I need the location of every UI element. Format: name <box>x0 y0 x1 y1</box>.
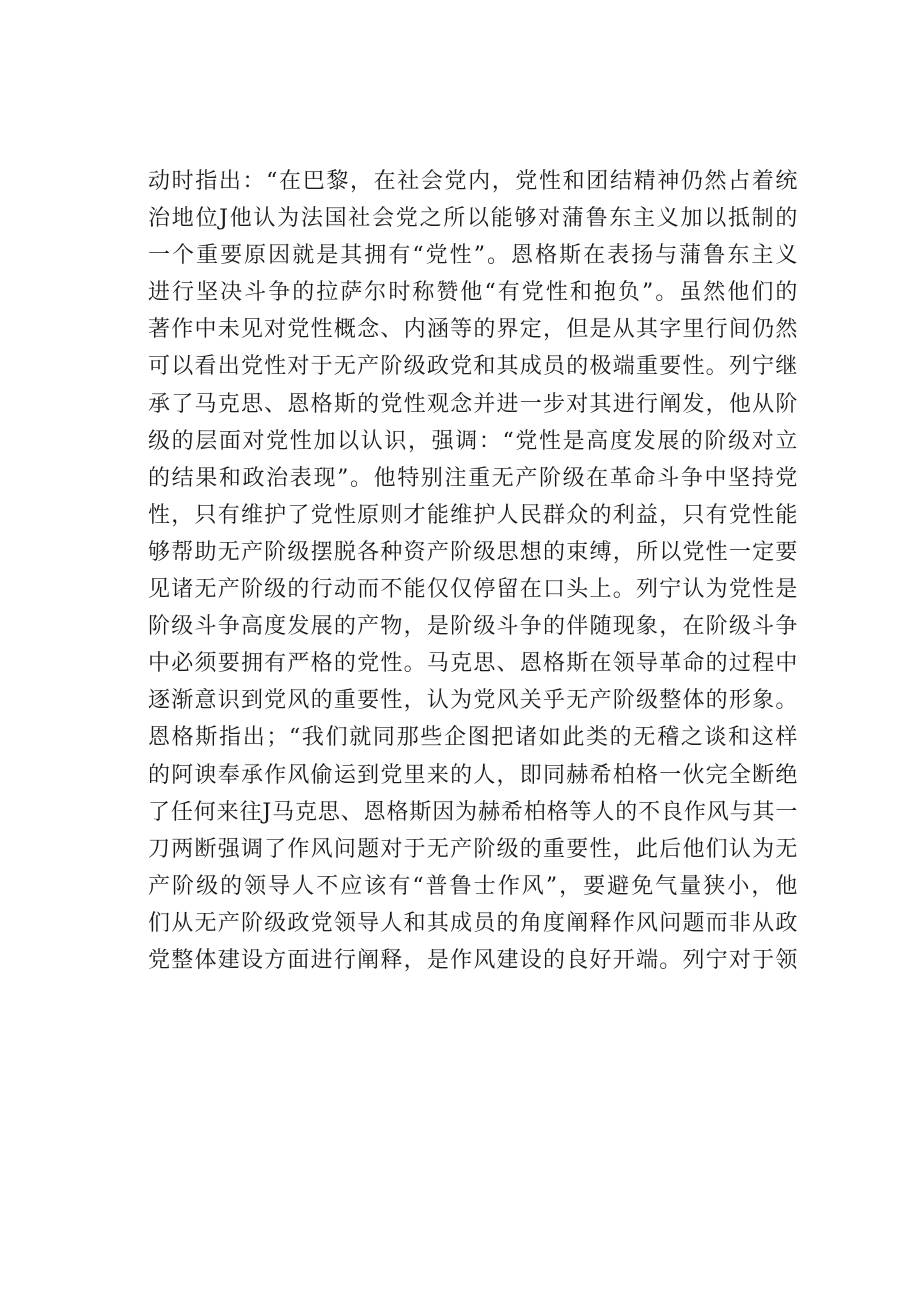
text-line: 党整体建设方面进行阐释，是作风建设的良好开端。列宁对于领 <box>148 947 798 973</box>
text-line: 承了马克思、恩格斯的党性观念并进一步对其进行阐发，他从阶 <box>148 391 798 417</box>
text-line: 的结果和政治表现”。他特别注重无产阶级在革命斗争中坚持党 <box>148 465 798 491</box>
text-line: 逐渐意识到党风的重要性，认为党风关乎无产阶级整体的形象。 <box>148 688 798 714</box>
text-line: 级的层面对党性加以认识，强调：“党性是高度发展的阶级对立 <box>148 428 798 454</box>
text-line: 治地位J他认为法国社会党之所以能够对蒲鲁东主义加以抵制的 <box>148 206 798 232</box>
body-paragraph <box>148 160 798 976</box>
text-line: 阶级斗争高度发展的产物，是阶级斗争的伴随现象，在阶级斗争 <box>148 614 798 640</box>
text-line: 的阿谀奉承作风偷运到党里来的人，即同赫希柏格一伙完全断绝 <box>148 762 798 788</box>
text-line: 著作中未见对党性概念、内涵等的界定，但是从其字里行间仍然 <box>148 317 798 343</box>
text-line: 们从无产阶级政党领导人和其成员的角度阐释作风问题而非从政 <box>148 910 798 936</box>
text-line: 了任何来往J马克思、恩格斯因为赫希柏格等人的不良作风与其一 <box>148 799 798 825</box>
text-line: 可以看出党性对于无产阶级政党和其成员的极端重要性。列宁继 <box>148 354 798 380</box>
text-line: 产阶级的领导人不应该有“普鲁士作风”，要避免气量狭小，他 <box>148 873 798 899</box>
text-line: 动时指出：“在巴黎，在社会党内，党性和团结精神仍然占着统 <box>148 169 798 194</box>
text-line: 刀两断强调了作风问题对于无产阶级的重要性，此后他们认为无 <box>148 836 798 862</box>
text-line: 进行坚决斗争的拉萨尔时称赞他“有党性和抱负”。虽然他们的 <box>148 280 798 306</box>
text-line: 一个重要原因就是其拥有“党性”。恩格斯在表扬与蒲鲁东主义 <box>148 243 798 269</box>
text-line: 够帮助无产阶级摆脱各种资产阶级思想的束缚，所以党性一定要 <box>148 539 798 565</box>
text-line: 见诸无产阶级的行动而不能仅仅停留在口头上。列宁认为党性是 <box>148 577 798 603</box>
text-line: 恩格斯指出；“我们就同那些企图把诸如此类的无稽之谈和这样 <box>148 725 798 751</box>
text-line: 中必须要拥有严格的党性。马克思、恩格斯在领导革命的过程中 <box>148 651 798 677</box>
text-line: 性，只有维护了党性原则才能维护人民群众的利益，只有党性能 <box>148 502 798 528</box>
